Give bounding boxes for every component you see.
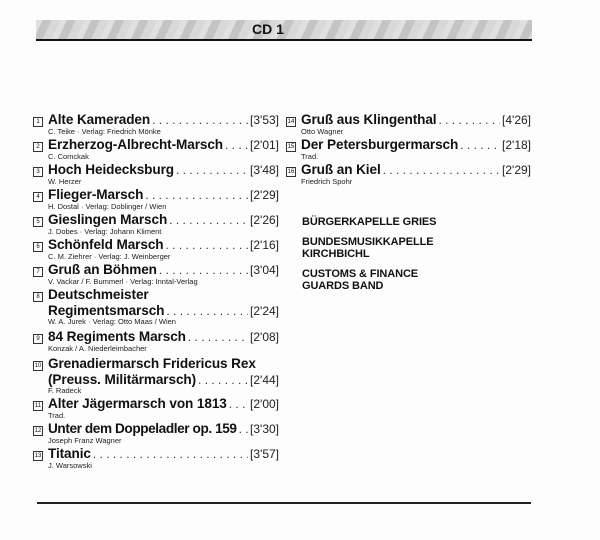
track-title: Erzherzog-Albrecht-Marsch <box>48 137 224 152</box>
performer-name <box>302 268 436 292</box>
track-credit: Konzak / A. Niederleimbacher <box>48 344 147 353</box>
dot-leader <box>383 163 500 177</box>
track-credit: Friedrich Spohr <box>301 177 353 186</box>
performer-line: KIRCHBICHL <box>302 248 370 260</box>
dot-leader <box>198 373 248 387</box>
track-credit: H. Dostal · Verlag: Doblinger / Wien <box>48 202 167 211</box>
track-duration: [3'53] <box>250 113 279 127</box>
performer-name <box>302 236 436 260</box>
track-credit: J. Dobes · Verlag: Johann Kliment <box>48 227 162 236</box>
track-title: Titanic <box>48 446 91 461</box>
tracklist-right <box>286 112 531 187</box>
track-title: Gruß an Böhmen <box>48 262 157 277</box>
track-title: Der Petersburgermarsch <box>301 137 459 152</box>
track-credit: Joseph Franz Wagner <box>48 436 122 445</box>
track-number-box: 1 <box>33 117 43 127</box>
track-item <box>33 287 279 326</box>
track-item <box>33 421 279 445</box>
track-duration: [2'29] <box>502 163 531 177</box>
track-duration: [3'57] <box>250 447 279 461</box>
track-number-box: 7 <box>33 267 43 277</box>
track-item <box>33 162 279 186</box>
dot-leader <box>93 447 248 461</box>
track-number-box: 14 <box>287 119 295 125</box>
track-item <box>33 112 279 136</box>
performer-name <box>302 216 436 228</box>
track-duration: [3'04] <box>250 263 279 277</box>
track-item <box>33 446 279 470</box>
track-duration: [2'18] <box>502 138 531 152</box>
header-rule <box>36 39 532 41</box>
track-credit: V. Vackar / F. Bummerl · Verlag: Inntal-Verlag <box>48 277 198 286</box>
track-item <box>33 187 279 211</box>
track-title-line1: Deutschmeister <box>48 287 149 302</box>
track-credit: Trad. <box>48 411 66 420</box>
dot-leader <box>460 138 500 152</box>
track-title: Unter dem Doppeladler op. 159 <box>48 421 237 436</box>
track-item <box>33 329 279 353</box>
track-number-box: 6 <box>33 242 43 252</box>
dot-leader <box>229 397 248 411</box>
dot-leader <box>239 422 248 436</box>
track-credit: F. Radeck <box>48 386 82 395</box>
dot-leader <box>438 113 500 127</box>
track-duration: [2'26] <box>250 213 279 227</box>
track-number-box: 4 <box>33 192 43 202</box>
track-duration: [4'26] <box>502 113 531 127</box>
track-title: Alter Jägermarsch von 1813 <box>48 396 227 411</box>
track-duration: [2'00] <box>250 397 279 411</box>
track-number-box: 9 <box>33 334 43 344</box>
dot-leader <box>225 138 248 152</box>
track-item <box>286 162 531 186</box>
track-title: Flieger-Marsch <box>48 187 144 202</box>
track-credit: W. Herzer <box>48 177 82 186</box>
track-number-box: 11 <box>34 403 42 409</box>
track-number-box: 5 <box>33 217 43 227</box>
track-credit: Otto Wagner <box>301 127 344 136</box>
dot-leader <box>188 330 248 344</box>
performer-line: BUNDESMUSIKKAPELLE <box>302 236 434 248</box>
dot-leader <box>176 163 248 177</box>
track-item <box>33 137 279 161</box>
track-item <box>286 137 531 161</box>
performer-line: BÜRGERKAPELLE GRIES <box>302 216 437 228</box>
track-credit: C. Comckak <box>48 152 89 161</box>
track-item <box>286 112 531 136</box>
tracklist-left <box>33 112 279 471</box>
track-duration: [2'08] <box>250 330 279 344</box>
track-number-box: 15 <box>287 144 295 150</box>
performers-list <box>302 216 436 300</box>
track-number-box: 13 <box>34 453 42 459</box>
track-item <box>33 396 279 420</box>
dot-leader <box>166 304 248 318</box>
dot-leader <box>145 188 248 202</box>
dot-leader <box>152 113 248 127</box>
track-duration: [2'01] <box>250 138 279 152</box>
track-title-line2: Regimentsmarsch <box>48 303 165 318</box>
dot-leader <box>169 213 248 227</box>
track-number-box: 16 <box>287 169 295 175</box>
track-item <box>33 237 279 261</box>
track-duration: [2'24] <box>250 304 279 318</box>
track-item <box>33 212 279 236</box>
cd-title: CD 1 <box>252 21 284 37</box>
track-credit: Trad. <box>301 152 319 161</box>
track-number-box: 8 <box>33 292 43 302</box>
track-item <box>33 356 279 395</box>
track-title-line2: (Preuss. Militärmarsch) <box>48 372 197 387</box>
track-title: Gieslingen Marsch <box>48 212 168 227</box>
cd-header-bar <box>36 20 532 39</box>
track-duration: [2'29] <box>250 188 279 202</box>
track-credit: J. Warsowski <box>48 461 92 470</box>
track-title: Gruß an Kiel <box>301 162 381 177</box>
track-number-box: 2 <box>33 142 43 152</box>
dot-leader <box>159 263 248 277</box>
bottom-rule <box>37 502 531 504</box>
track-duration: [2'44] <box>250 373 279 387</box>
track-title: Schönfeld Marsch <box>48 237 164 252</box>
track-item <box>33 262 279 286</box>
performer-line: GUARDS BAND <box>302 280 384 292</box>
track-duration: [3'30] <box>250 422 279 436</box>
track-title-line1: Grenadiermarsch Fridericus Rex <box>48 356 256 371</box>
performer-line: CUSTOMS & FINANCE <box>302 268 419 280</box>
track-title: 84 Regiments Marsch <box>48 329 186 344</box>
dot-leader <box>165 238 248 252</box>
track-title: Hoch Heidecksburg <box>48 162 174 177</box>
track-credit: C. Teike · Verlag: Friedrich Mönke <box>48 127 161 136</box>
track-number-box: 12 <box>34 428 42 434</box>
track-title: Gruß aus Klingenthal <box>301 112 437 127</box>
track-duration: [3'48] <box>250 163 279 177</box>
track-number-box: 3 <box>33 167 43 177</box>
track-duration: [2'16] <box>250 238 279 252</box>
track-number-box: 10 <box>34 363 42 369</box>
track-title: Alte Kameraden <box>48 112 151 127</box>
track-credit: W. A. Jurek · Verlag: Otto Maas / Wien <box>48 317 176 326</box>
track-credit: C. M. Ziehrer · Verlag: J. Weinberger <box>48 252 171 261</box>
